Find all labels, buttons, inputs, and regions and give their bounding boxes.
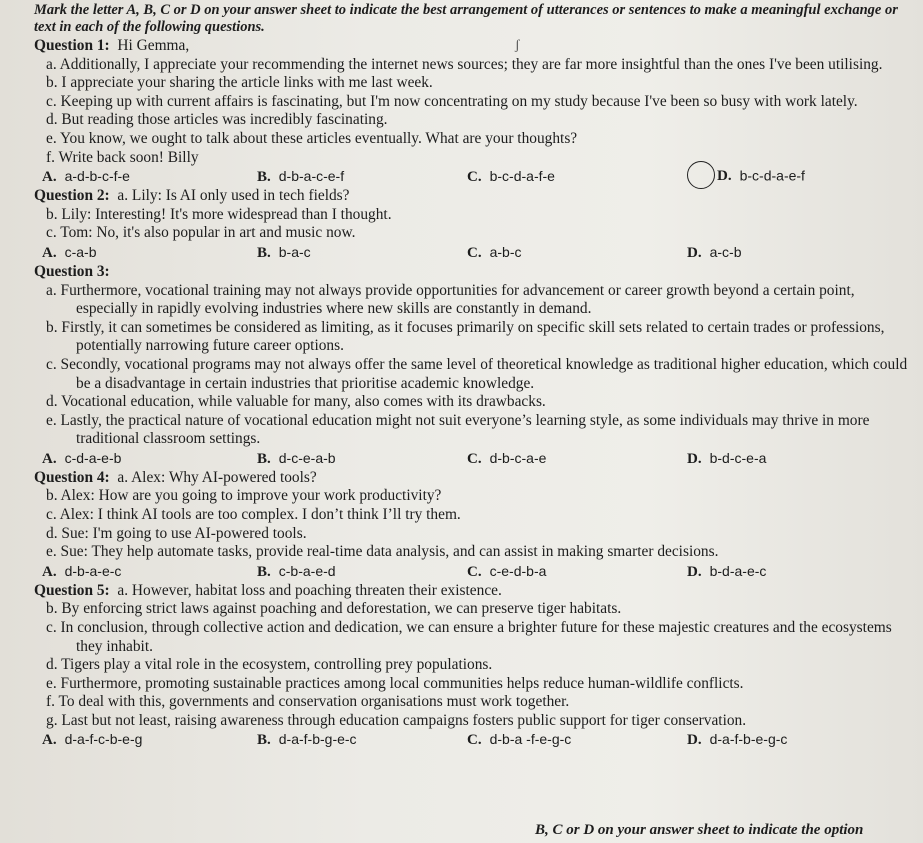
option-label: D. bbox=[687, 244, 702, 261]
question-title: Question 1: bbox=[34, 37, 110, 54]
option-label: B. bbox=[257, 168, 271, 185]
option-value: d-b-a -f-e-g-c bbox=[489, 731, 572, 748]
sentence-item: e. Lastly, the practical nature of vocational education might not suit everyone’s learning style, as some individuals may thrive in more traditional classroom settings. bbox=[46, 411, 870, 448]
answer-options bbox=[34, 167, 914, 186]
option-a[interactable] bbox=[42, 449, 257, 469]
question-4 bbox=[34, 469, 914, 581]
option-label: B. bbox=[257, 450, 271, 467]
question-title: Question 5: bbox=[34, 581, 110, 599]
option-label: C. bbox=[467, 563, 482, 580]
option-label: D. bbox=[687, 450, 702, 467]
question-5 bbox=[34, 582, 914, 750]
option-c[interactable] bbox=[467, 449, 687, 469]
option-a[interactable] bbox=[42, 562, 257, 582]
sentence-item: c. Secondly, vocational programs may not always offer the same level of theoretical knowledge as traditional higher education, which could be a disadvantage in certain industries that prioritise academic knowledge. bbox=[46, 355, 908, 392]
option-a[interactable] bbox=[42, 730, 257, 750]
question-heading bbox=[34, 263, 914, 282]
option-d[interactable] bbox=[687, 730, 897, 750]
answer-options bbox=[34, 731, 914, 750]
instructions: Mark the letter A, B, C or D on your answer sheet to indicate the best arrangement of utterances or sentences to make a meaningful exchange or text in each of the following questions. bbox=[34, 2, 898, 35]
option-value: d-b-c-a-e bbox=[489, 449, 547, 466]
option-value: a-c-b bbox=[709, 243, 742, 260]
sentence-item: d. Sue: I'm going to use AI-powered tools. bbox=[46, 524, 307, 542]
option-label: C. bbox=[467, 450, 482, 467]
pen-mark-icon: ʃ bbox=[515, 38, 520, 53]
question-first-line: Hi Gemma, bbox=[117, 37, 190, 54]
option-label: B. bbox=[257, 732, 271, 749]
sentence-item: c. Keeping up with current affairs is fascinating, but I'm now concentrating on my study because I've been so busy with work lately. bbox=[46, 92, 858, 110]
option-value: d-a-f-c-b-e-g bbox=[64, 731, 143, 748]
option-label: C. bbox=[467, 244, 482, 261]
sentence-item: f. Write back soon! Billy bbox=[46, 148, 199, 166]
question-first-line: a. However, habitat loss and poaching threaten their existence. bbox=[117, 581, 502, 599]
sentence-item: e. Sue: They help automate tasks, provide real-time data analysis, and can assist in making smarter decisions. bbox=[46, 543, 719, 561]
option-value: b-a-c bbox=[278, 243, 311, 260]
option-value: c-a-b bbox=[64, 243, 97, 260]
option-value: d-c-e-a-b bbox=[278, 449, 336, 466]
option-label: A. bbox=[42, 450, 57, 467]
question-2 bbox=[34, 187, 914, 262]
option-b[interactable] bbox=[257, 730, 467, 750]
option-a[interactable] bbox=[42, 243, 257, 263]
footer-fragment: B, C or D on your answer sheet to indicate the option bbox=[535, 822, 864, 838]
sentence-item: d. But reading those articles was incredibly fascinating. bbox=[46, 111, 388, 129]
question-heading bbox=[34, 469, 914, 488]
option-label: D. bbox=[687, 732, 702, 749]
sentence-item: c. Tom: No, it's also popular in art and music now. bbox=[46, 224, 356, 242]
option-a[interactable] bbox=[42, 167, 257, 187]
option-d[interactable] bbox=[687, 163, 897, 191]
option-b[interactable] bbox=[257, 449, 467, 469]
sentence-item: e. You know, we ought to talk about these articles eventually. What are your thoughts? bbox=[46, 129, 578, 147]
option-b[interactable] bbox=[257, 562, 467, 582]
option-value: a-d-b-c-f-e bbox=[64, 167, 130, 184]
sentence-item: b. I appreciate your sharing the article links with me last week. bbox=[46, 74, 433, 92]
option-label: D. bbox=[717, 168, 732, 185]
option-value: c-d-a-e-b bbox=[64, 449, 122, 466]
option-c[interactable] bbox=[467, 243, 687, 263]
option-value: b-c-d-a-f-e bbox=[489, 167, 555, 184]
sentence-item: b. Alex: How are you going to improve your work productivity? bbox=[46, 487, 442, 505]
sentence-item: c. Alex: I think AI tools are too complex. I don’t think I’ll try them. bbox=[46, 506, 461, 524]
option-value: d-a-f-b-e-g-c bbox=[709, 731, 788, 748]
option-d[interactable] bbox=[687, 243, 897, 263]
sentence-item: c. In conclusion, through collective action and dedication, we can ensure a brighter future for these majestic creatures and the ecosystems they inhabit. bbox=[46, 619, 892, 655]
sentence-item: d. Tigers play a vital role in the ecosystem, controlling prey populations. bbox=[46, 656, 493, 674]
question-title: Question 2: bbox=[34, 187, 110, 205]
answer-options bbox=[34, 243, 914, 262]
option-value: d-a-f-b-g-e-c bbox=[278, 731, 357, 748]
option-value: b-d-a-e-c bbox=[709, 562, 767, 579]
option-value: b-d-c-e-a bbox=[709, 449, 767, 466]
sentence-item: e. Furthermore, promoting sustainable practices among local communities helps reduce human-wildlife conflicts. bbox=[46, 674, 744, 692]
question-first-line: a. Alex: Why AI-powered tools? bbox=[117, 468, 317, 486]
option-label: A. bbox=[42, 244, 57, 261]
question-1 bbox=[34, 37, 914, 186]
question-title: Question 4: bbox=[34, 468, 110, 486]
sentence-item: a. Furthermore, vocational training may not always provide opportunities for advancement or career growth beyond a certain point, especially in rapidly evolving industries where new skills are constantly in demand. bbox=[46, 281, 855, 318]
document-body bbox=[34, 2, 914, 750]
option-label: B. bbox=[257, 244, 271, 261]
sentence-item: b. By enforcing strict laws against poaching and deforestation, we can preserve tiger habitats. bbox=[46, 600, 622, 618]
option-label: A. bbox=[42, 732, 57, 749]
sentence-item: b. Firstly, it can sometimes be considered as limiting, as it focuses primarily on specific skill sets related to certain trades or professions, potentially narrowing future career options. bbox=[46, 318, 885, 355]
option-label: B. bbox=[257, 563, 271, 580]
sentence-item: d. Vocational education, while valuable for many, also comes with its drawbacks. bbox=[46, 393, 546, 411]
answer-options bbox=[34, 449, 914, 468]
option-value: c-e-d-b-a bbox=[489, 562, 547, 579]
option-c[interactable] bbox=[467, 167, 687, 187]
question-heading bbox=[34, 37, 914, 56]
option-value: b-c-d-a-e-f bbox=[739, 167, 805, 184]
option-label: C. bbox=[467, 732, 482, 749]
option-d[interactable] bbox=[687, 449, 897, 469]
question-list bbox=[34, 37, 914, 750]
option-d[interactable] bbox=[687, 562, 897, 582]
option-value: d-b-a-c-e-f bbox=[278, 167, 345, 184]
option-b[interactable] bbox=[257, 243, 467, 263]
sentence-item: g. Last but not least, raising awareness through education campaigns fosters public support for tiger conservation. bbox=[46, 712, 747, 729]
option-value: d-b-a-e-c bbox=[64, 562, 122, 579]
answer-options bbox=[34, 562, 914, 581]
option-label: A. bbox=[42, 563, 57, 580]
question-3 bbox=[34, 263, 914, 468]
sentence-item: f. To deal with this, governments and conservation organisations must work together. bbox=[46, 693, 570, 711]
sentence-item: b. Lily: Interesting! It's more widespread than I thought. bbox=[46, 205, 392, 223]
option-value: c-b-a-e-d bbox=[278, 562, 336, 579]
question-heading bbox=[34, 582, 914, 601]
circled-answer-mark-icon bbox=[687, 161, 715, 189]
sentence-item: a. Additionally, I appreciate your recommending the internet news sources; they are far more insightful than the ones I've been utilising. bbox=[46, 55, 883, 73]
question-title: Question 3: bbox=[34, 262, 110, 280]
question-first-line: a. Lily: Is AI only used in tech fields? bbox=[117, 187, 350, 205]
option-c[interactable] bbox=[467, 562, 687, 582]
option-label: A. bbox=[42, 168, 57, 185]
option-value: a-b-c bbox=[489, 243, 522, 260]
option-c[interactable] bbox=[467, 730, 687, 750]
option-label: C. bbox=[467, 168, 482, 185]
option-label: D. bbox=[687, 563, 702, 580]
option-b[interactable] bbox=[257, 167, 467, 187]
